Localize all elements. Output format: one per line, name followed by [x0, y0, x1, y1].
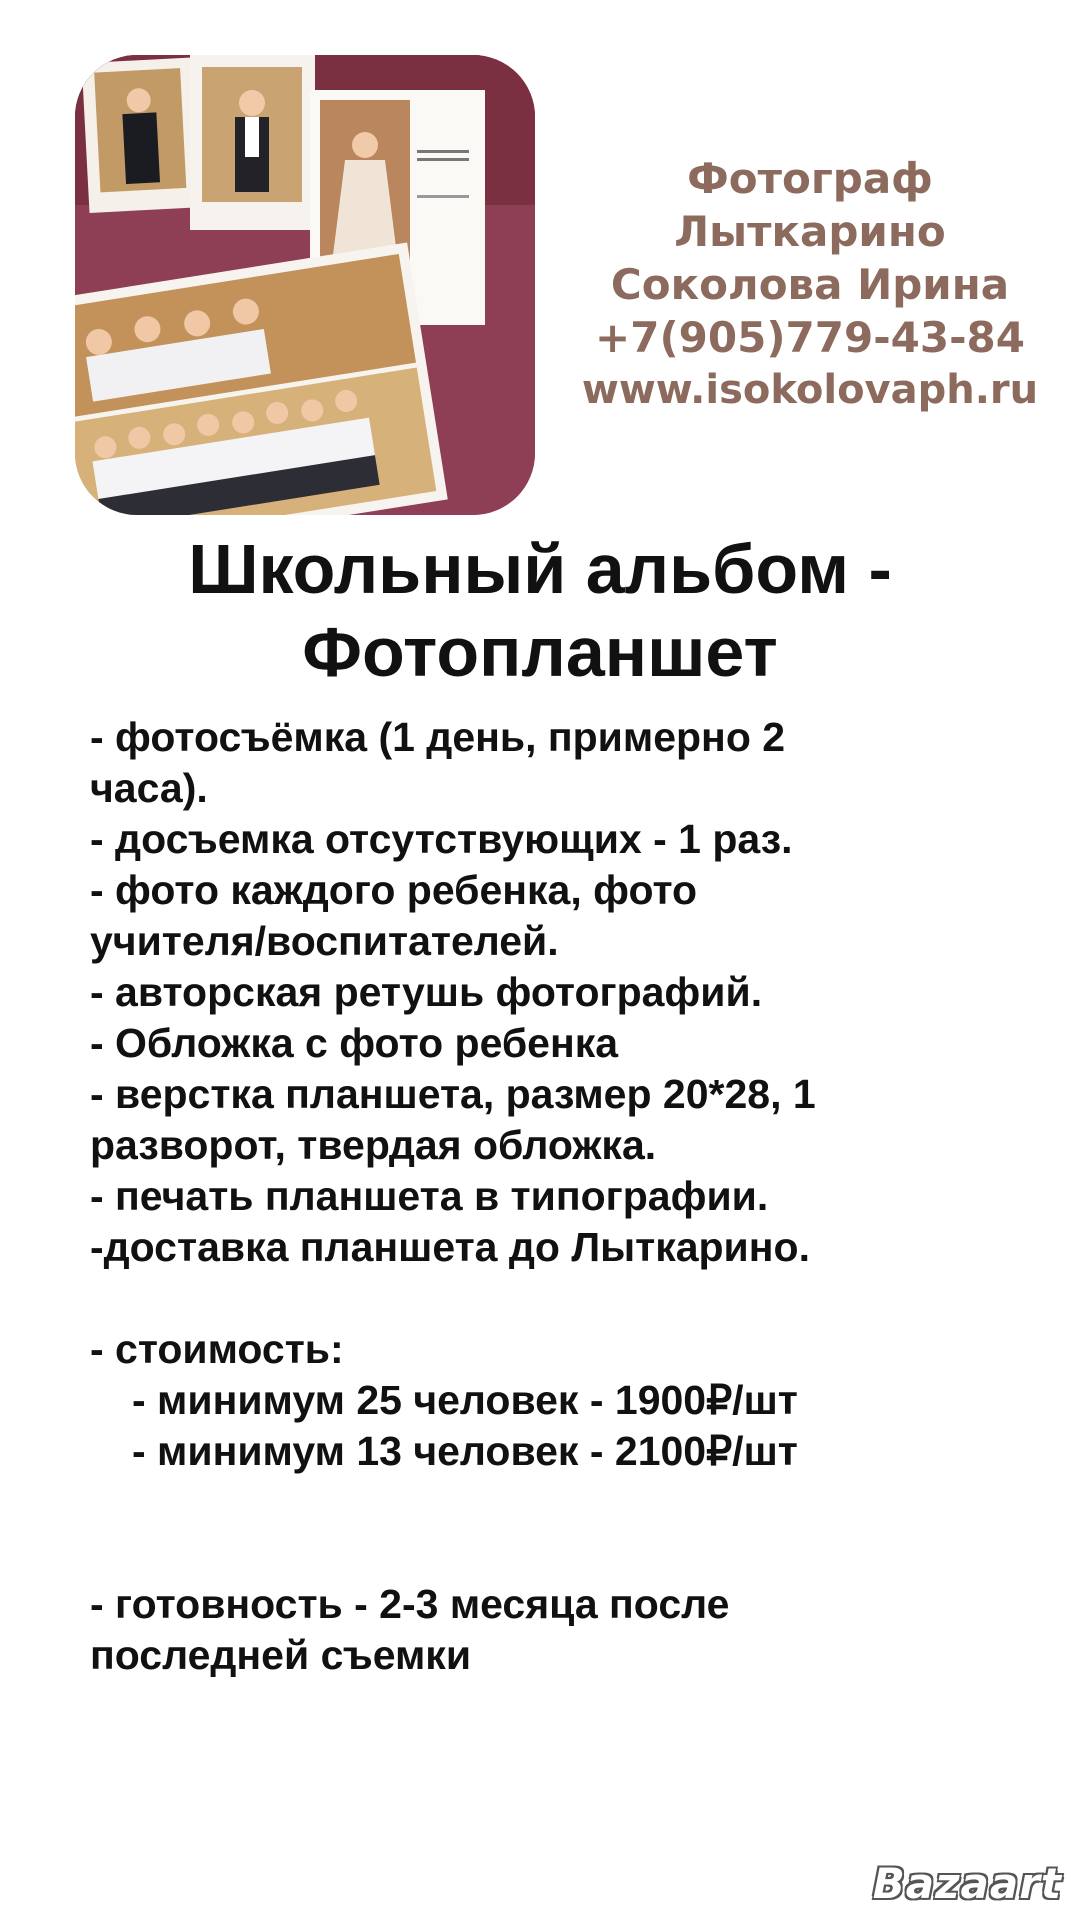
- ready-time-continued: последней съемки: [90, 1632, 472, 1678]
- list-item: - фото каждого ребенка, фото: [90, 867, 698, 913]
- list-item: учителя/воспитателей.: [90, 918, 559, 964]
- ready-time: - готовность - 2-3 месяца после: [90, 1581, 730, 1627]
- list-item: - Обложка с фото ребенка: [90, 1020, 619, 1066]
- list-item: - фотосъёмка (1 день, примерно 2: [90, 714, 786, 760]
- contact-line-city: Лыткарино: [674, 207, 946, 256]
- price-option: - минимум 25 человек - 1900₽/шт: [132, 1377, 798, 1423]
- album-photo-illustration: [75, 55, 535, 515]
- page-title: [0, 528, 1080, 694]
- list-item: -доставка планшета до Лыткарино.: [90, 1224, 810, 1270]
- contact-line-name: Соколова Ирина: [610, 260, 1010, 309]
- photographer-contact: [540, 152, 1080, 417]
- list-item: - верстка планшета, размер 20*28, 1: [90, 1071, 816, 1117]
- service-description: [90, 712, 1030, 1681]
- title-line-1: Школьный альбом -: [188, 530, 892, 608]
- list-item: часа).: [90, 765, 208, 811]
- price-label: - стоимость:: [90, 1326, 344, 1372]
- list-item: разворот, твердая обложка.: [90, 1122, 657, 1168]
- album-photo: [75, 55, 535, 515]
- title-line-2: Фотопланшет: [302, 613, 778, 691]
- bazaart-watermark: Bazaart: [872, 1859, 1062, 1908]
- contact-phone: +7(905)779-43-84: [595, 313, 1025, 362]
- price-option: - минимум 13 человек - 2100₽/шт: [132, 1428, 798, 1474]
- list-item: - авторская ретушь фотографий.: [90, 969, 763, 1015]
- spacer: [90, 1477, 1030, 1579]
- contact-website: www.isokolovaph.ru: [581, 367, 1039, 413]
- contact-line-photographer: Фотограф: [687, 154, 933, 203]
- list-item: - досъемка отсутствующих - 1 раз.: [90, 816, 793, 862]
- spacer: [90, 1273, 1030, 1324]
- list-item: - печать планшета в типографии.: [90, 1173, 769, 1219]
